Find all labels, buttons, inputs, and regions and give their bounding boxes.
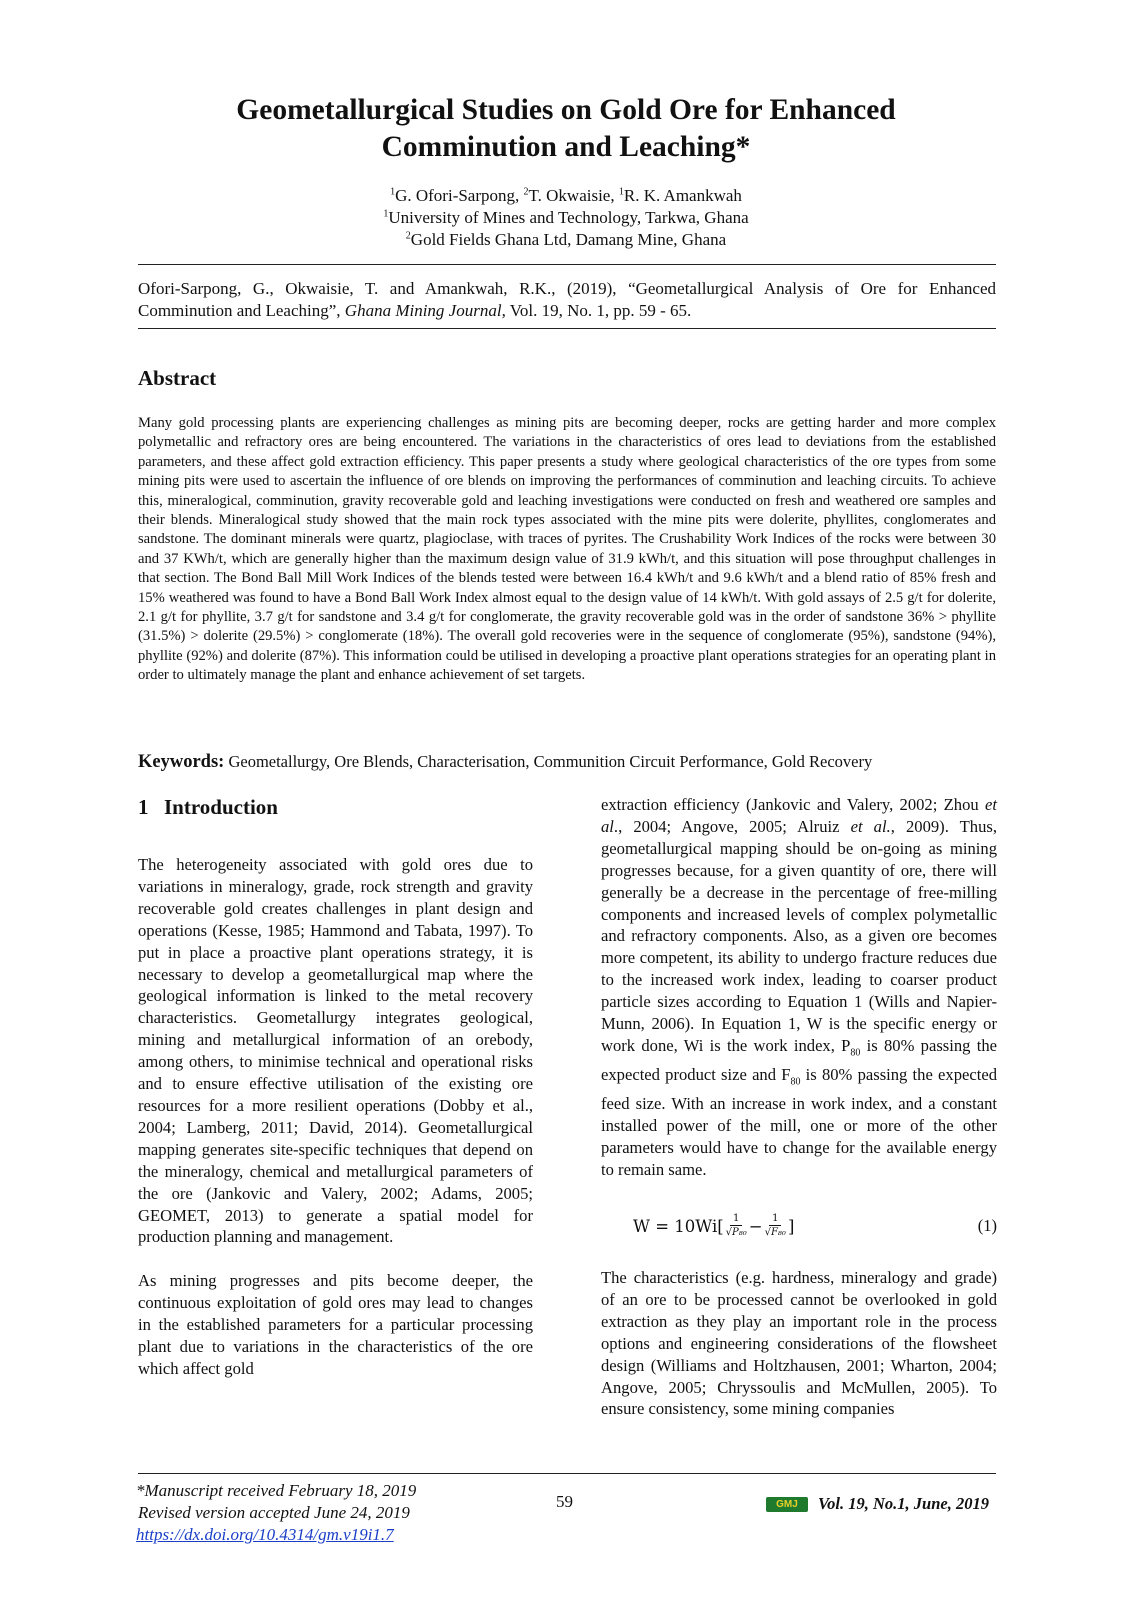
subscript: 80 xyxy=(850,1047,861,1059)
affiliation-marker: 1 xyxy=(618,186,624,198)
affiliation-marker: 1 xyxy=(383,208,389,220)
text-run: extraction efficiency (Jankovic and Valery, 2002; Zhou xyxy=(601,795,986,814)
title-line-2: Comminution and Leaching* xyxy=(381,131,751,163)
equation-lhs: W = 10Wi[ xyxy=(633,1216,724,1236)
affiliation-marker: 2 xyxy=(523,186,529,198)
equation-rhs: ] xyxy=(787,1216,795,1236)
text-run: , 2009). Thus, geometallurgical mapping should be on-going as mining progresses because, for a given quantity of ore, there will generally be a decrease in the percentage of free-milling components and increased levels of complex polymetallic and refractory components. Also, as a given ore becomes more competent, its ability to undergo fracture reduces due to the increased work index, leading to coarser product particle sizes according to Equation 1 (Wills and Napier-Munn, 2006). In Equation 1, W is the specific energy or work done, Wi is the work index, P xyxy=(601,816,997,1055)
revised-date: Revised version accepted June 24, 2019 xyxy=(138,1503,410,1522)
received-date: *Manuscript received February 18, 2019 xyxy=(136,1481,417,1500)
equation-1 xyxy=(601,1203,997,1249)
abstract-heading: Abstract xyxy=(138,366,217,390)
affiliation-marker: 2 xyxy=(405,230,411,242)
paragraph: The heterogeneity associated with gold ores due to variations in mineralogy, grade, rock strength and gravity recoverable gold creates challenges in plant design and operations (Kesse, 1985; Hammond and Tabata, 1997). To put in place a proactive plant operations strategy, it is necessary to develop a geometallurgical map where the geological information is linked to the metal recovery characteristics. Geometallurgy integrates geological, mining and metallurgical information of an orebody, among others, to minimise technical and operational risks and to ensure effective utilisation of the existing ore resources for a more resilient operations (Dobby et al., 2004; Lamberg, 2011; David, 2014). Geometallurgical mapping generates site-specific techniques that depend on the mineralogy, chemical and metallurgical parameters of the ore (Jankovic and Valery, 2002; Adams, 2005; GEOMET, 2013) to generate a spatial model for production planning and management. xyxy=(138,855,533,1247)
text-run: is 80% passing the expected product size and F xyxy=(601,1035,997,1085)
keywords xyxy=(138,752,1018,773)
denominator: √F₈₀ xyxy=(764,1227,786,1239)
text-run: is 80% passing the expected feed size. With an increase in work index, and a constant installed power of the mill, one or more of the other parameters would have to change for the available energy to remain same. xyxy=(601,1065,997,1180)
title-line-1: Geometallurgical Studies on Gold Ore for Enhanced xyxy=(236,94,896,126)
divider xyxy=(138,264,996,265)
paragraph: The characteristics (e.g. hardness, mineralogy and grade) of an ore to be processed cannot be overlooked in gold extraction as they play an important role in the process options and engineering considerations of the flowsheet design (Williams and Holtzhausen, 2001; Wharton, 2004; Angove, 2005; Chryssoulis and McMullen, 2005). To ensure consistency, some mining companies xyxy=(601,1268,997,1419)
text-run: ., 2004; Angove, 2005; Alruiz xyxy=(613,816,851,836)
author-list xyxy=(138,185,994,207)
footer-divider xyxy=(138,1473,996,1474)
numerator: 1 xyxy=(769,1213,781,1226)
equation-body xyxy=(633,1213,794,1240)
paragraph xyxy=(601,794,997,1181)
author-block xyxy=(138,185,994,251)
keywords-text: Geometallurgy, Ore Blends, Characterisation, Communition Circuit Performance, Gold Recovery xyxy=(224,752,873,771)
fraction xyxy=(726,1213,747,1240)
right-column xyxy=(601,794,997,1442)
doi-link[interactable]: https://dx.doi.org/10.4314/gm.v19i1.7 xyxy=(136,1525,394,1544)
manuscript-footnote xyxy=(136,1480,416,1546)
text-run: et al. xyxy=(850,816,891,836)
paragraph: As mining progresses and pits become deeper, the continuous exploitation of gold ores may lead to changes in the established parameters for a particular processing plant due to variations in the characteristics of the ore which affect gold xyxy=(138,1271,533,1378)
text-run: et al xyxy=(601,795,997,836)
divider xyxy=(138,328,996,329)
keywords-label: Keywords: xyxy=(138,752,225,772)
citation xyxy=(138,278,996,322)
denominator: √P₈₀ xyxy=(725,1227,747,1239)
page-number: 59 xyxy=(556,1492,573,1511)
affiliation-marker: 1 xyxy=(390,186,396,198)
volume-text: Vol. 19, No.1, June, 2019 xyxy=(818,1494,989,1513)
affiliation-text: Gold Fields Ghana Ltd, Damang Mine, Ghana xyxy=(410,230,727,249)
citation-volume: Vol. 19, No. 1, pp. 59 - 65. xyxy=(505,301,692,320)
subscript: 80 xyxy=(790,1076,801,1088)
paper-title xyxy=(138,92,994,166)
journal-name: Ghana Mining Journal, xyxy=(344,301,506,320)
abstract-text: Many gold processing plants are experiencing challenges as mining pits are becoming deeper, rocks are getting harder and more complex polymetallic and refractory ores are being encountered. The variations in the characteristics of ores lead to deviations from the established parameters, and these affect gold extraction efficiency. This paper presents a study where geological characteristics of the ore types from some mining pits were used to ascertain the influence of ore blends on improving the performances of comminution and leaching circuits. To achieve this, mineralogical, comminution, gravity recoverable gold and leaching investigations were conducted on fresh and weathered ore samples and their blends. Mineralogical study showed that the main rock types associated with the mine pits were dolerite, phyllites, conglomerates and sandstone. The dominant minerals were quartz, plagioclase, with traces of pyrites. The Crushability Work Indices of the rocks were between 30 and 37 KWh/t, which are generally higher than the maximum design value of 31.9 kWh/t, and this situation will pose throughput challenges in that section. The Bond Ball Mill Work Indices of the blends tested were between 16.4 kWh/t and 9.6 kWh/t and a blend ratio of 85% fresh and 15% weathered was found to have a Bond Ball Work Index almost equal to the design value of 14 kWh/t. With gold assays of 2.5 g/t for dolerite, 2.1 g/t for phyllite, 3.7 g/t for sandstone and 3.4 g/t for conglomerate, the gravity recoverable gold was in the order of sandstone 36% > phyllite (31.5%) > dolerite (29.5%) > conglomerate (18%). The overall gold recoveries were in the sequence of conglomerate (95%), sandstone (94%), phyllite (92%) and dolerite (87%). This information could be utilised in developing a proactive plant operations strategies for an operating plant in order to ultimately manage the plant and enhance achievement of set targets. xyxy=(138,415,996,684)
affiliation-2 xyxy=(138,229,994,251)
left-column xyxy=(138,854,533,1402)
author-name: G. Ofori-Sarpong, xyxy=(395,186,524,205)
equation-number: (1) xyxy=(977,1216,997,1236)
journal-volume xyxy=(766,1494,989,1514)
section-title: Introduction xyxy=(164,795,278,819)
affiliation-1 xyxy=(138,207,994,229)
section-heading-introduction xyxy=(138,795,278,820)
author-name: T. Okwaisie, xyxy=(528,186,619,205)
citation-text: Ofori-Sarpong, G., Okwaisie, T. and Amankwah, R.K., (2019), “Geometallurgical Analysis of Ore for Enhanced Comminution and Leaching”, xyxy=(138,279,996,320)
author-name: R. K. Amankwah xyxy=(623,186,742,205)
gmj-logo: GMJ xyxy=(766,1497,808,1512)
fraction xyxy=(765,1213,786,1240)
affiliation-text: University of Mines and Technology, Tarkwa, Ghana xyxy=(388,208,749,227)
numerator: 1 xyxy=(730,1213,742,1226)
minus-sign: − xyxy=(748,1216,763,1236)
section-number: 1 xyxy=(138,795,149,819)
